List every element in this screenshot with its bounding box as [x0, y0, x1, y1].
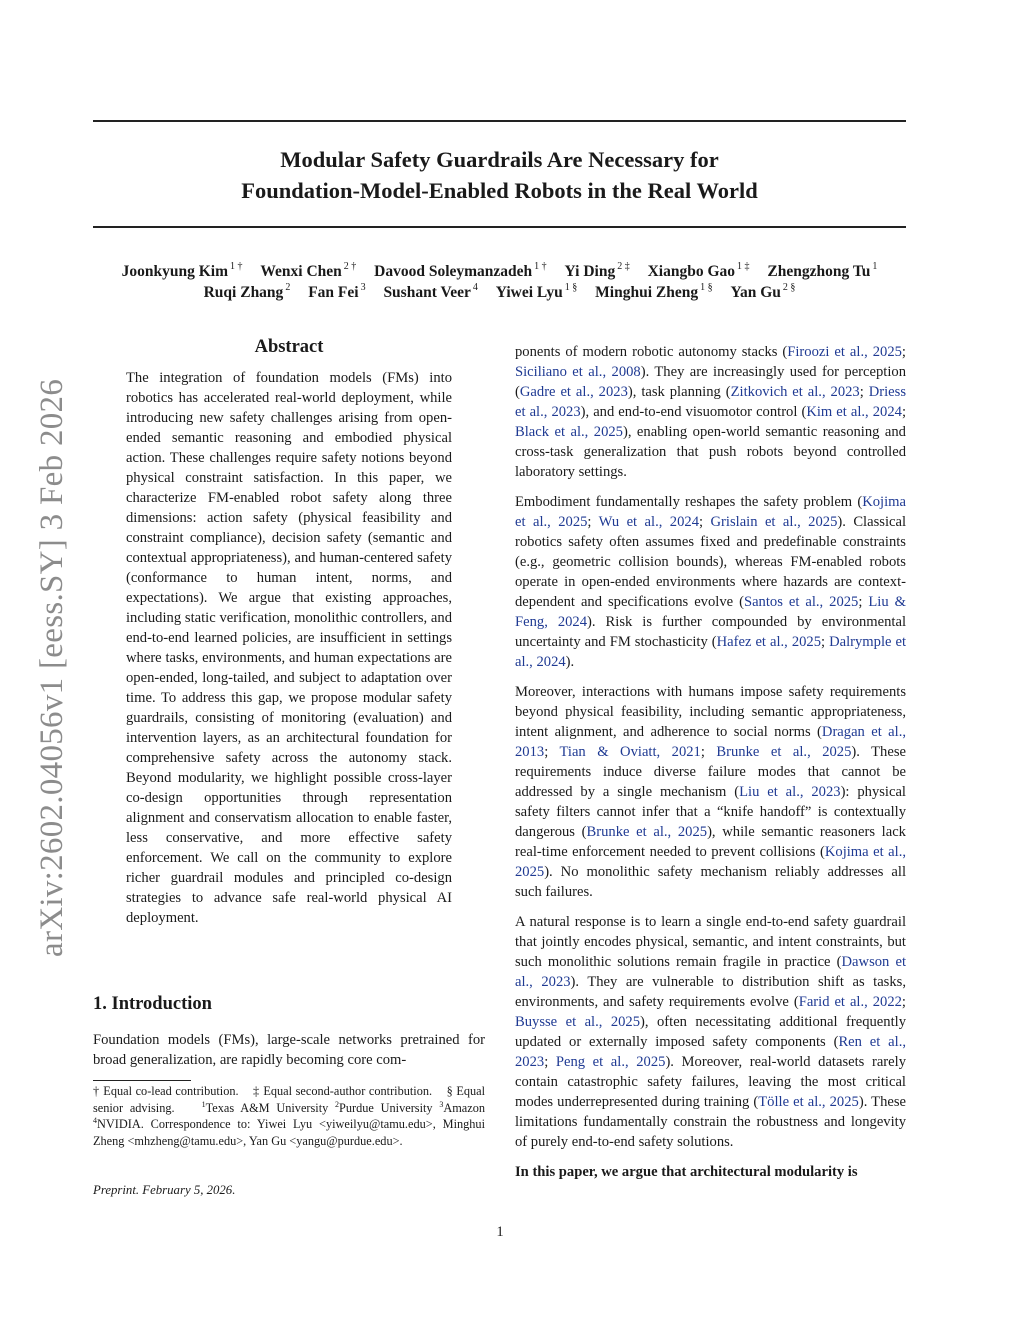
text-run: ponents of modern robotic autonomy stacks ( — [515, 344, 788, 360]
text-run: ; — [859, 384, 869, 400]
citation-link[interactable]: Liu et al., 2023 — [739, 784, 841, 800]
paragraph — [515, 682, 906, 902]
text-run: ), and end-to-end visuomotor control ( — [580, 404, 807, 420]
text-run: ), enabling open-world semantic reasoning and cross-task generalization that push robots beyond controlled laboratory settings. — [515, 424, 906, 480]
preprint-note: Preprint. February 5, 2026. — [93, 1183, 236, 1197]
citation-link[interactable]: Gadre et al., 2023 — [519, 384, 628, 400]
author: Sushant Veer $^4$ — [383, 281, 478, 301]
citation-link[interactable]: Brunke et al., 2025 — [716, 744, 852, 760]
citation-link[interactable]: Liu & Feng, 2024 — [515, 594, 906, 630]
text-run: ; — [821, 634, 830, 650]
bold-lead-in: In this paper, we argue that architectural modularity is — [515, 1164, 858, 1180]
right-column — [515, 342, 906, 1192]
author: Yi Ding $^{2 \ddagger}$ — [564, 260, 630, 280]
text-run: ; — [587, 514, 599, 530]
text-run: ). Risk is further compounded by environmental uncertainty and FM stochasticity ( — [515, 614, 907, 650]
citation-link[interactable]: Firoozi et al., 2025 — [787, 344, 902, 360]
title-top-rule — [93, 120, 906, 122]
text-run: ; — [544, 1054, 556, 1070]
author: Wenxi Chen $^{2 \dagger}$ — [260, 260, 357, 280]
author-list — [93, 261, 906, 303]
citation-link[interactable]: Kojima et al., 2025 — [515, 494, 906, 530]
author: Xiangbo Gao $^{1 \ddagger}$ — [647, 260, 750, 280]
citation-link[interactable]: Farid et al., 2022 — [798, 994, 902, 1010]
text-run: ). No monolithic safety mechanism reliably addresses all such failures. — [515, 864, 906, 900]
author-row-2 — [93, 282, 906, 303]
citation-link[interactable]: Tölle et al., 2025 — [758, 1094, 859, 1110]
paragraph — [515, 1162, 906, 1182]
arxiv-watermark: arXiv:2602.04056v1 [eess.SY] 3 Feb 2026 — [34, 378, 70, 957]
text-run: ; — [858, 594, 869, 610]
citation-link[interactable]: Wu et al., 2024 — [598, 514, 699, 530]
text-run: ; — [700, 744, 717, 760]
abstract-text: The integration of foundation models (FMs) into robotics has accelerated real-world deployment, while introducing new safety challenges arising from open-ended semantic reasoning and embodied physical action. These challenges require safety notions beyond physical constraint satisfaction. In this paper, we characterize FM-enabled robot safety along three dimensions: action safety (physical feasibility and constraint compliance), decision safety (semantic and contextual appropriateness), and human-centered safety (conformance to human intent, norms, and expectations). We argue that existing approaches, including static verification, monolithic controllers, and end-to-end learned policies, are insufficient in settings where tasks, environments, and human expectations are open-ended, long-tailed, and subject to adaptation over time. To address this gap, we propose modular safety guardrails, consisting of monitoring (evaluation) and intervention layers, as an architectural foundation for comprehensive safety across the autonomy stack. Beyond modularity, we highlight possible cross-layer co-design opportunities through representation alignment and conservatism allocation to enable faster, less conservative, and more effective safety enforcement. We call on the community to explore richer guardrail modules and principled co-design strategies to advance safe real-world physical AI deployment. — [126, 370, 452, 926]
author: Ruqi Zhang $^2$ — [203, 281, 291, 301]
citation-link[interactable]: Kim et al., 2024 — [806, 404, 902, 420]
citation-link[interactable]: Hafez et al., 2025 — [716, 634, 822, 650]
paragraph — [515, 492, 906, 672]
author-row-1 — [93, 261, 906, 282]
title-line-2: Foundation-Model-Enabled Robots in the Real World — [241, 178, 758, 203]
author: Minghui Zheng $^{1 \S}$ — [595, 281, 713, 301]
page-number: 1 — [496, 1224, 504, 1240]
footnote: † Equal co-lead contribution. ‡ Equal second-author contribution. § Equal senior advising. $^1$Texas A&M University $^2$Purdue University $^3$Amazon $^4$NVIDIA. Correspondence to: Yiwei Lyu <yiweilyu@tamu.edu>, Minghui Zheng <mhzheng@tamu.edu>, Yan Gu <yangu@purdue.edu>. — [93, 1084, 486, 1148]
author: Zhengzhong Tu $^1$ — [767, 260, 878, 280]
text-run: ). Moreover, real-world datasets rarely contain catastrophic safety failures, leaving the most critical modes underrepresented during training ( — [515, 1054, 906, 1110]
author: Yiwei Lyu $^{1 \S}$ — [495, 281, 578, 301]
author: Joonkyung Kim $^{1 \dagger}$ — [121, 260, 243, 280]
title-line-1: Modular Safety Guardrails Are Necessary for — [280, 147, 719, 172]
citation-link[interactable]: Driess et al., 2023 — [515, 384, 906, 420]
text-run: A natural response is to learn a single end-to-end safety guardrail that jointly encodes physical, semantic, and intent constraints, but such monolithic solutions remain fragile in practice ( — [515, 914, 906, 970]
text-run: ), task planning ( — [627, 384, 731, 400]
author: Yan Gu $^{2 \S}$ — [730, 281, 796, 301]
paragraph — [515, 912, 906, 1152]
citation-link[interactable]: Tian & Oviatt, 2021 — [559, 744, 701, 760]
author: Davood Soleymanzadeh $^{1 \dagger}$ — [374, 260, 547, 280]
text-run: ; — [901, 994, 906, 1010]
text-run: ). They are vulnerable to distribution shift as tasks, environments, and safety requirements evolve ( — [515, 974, 906, 1010]
text-run: ), while semantic reasoners lack real-time enforcement needed to prevent collisions ( — [515, 824, 906, 860]
citation-link[interactable]: Santos et al., 2025 — [743, 594, 859, 610]
text-run: ). These limitations fundamentally constrain the robustness and longevity of purely end-to-end safety solutions. — [515, 1094, 906, 1150]
text-run: ; — [901, 344, 906, 360]
abstract-heading: Abstract — [254, 337, 324, 357]
paragraph — [515, 342, 906, 482]
text-run: Moreover, interactions with humans impose safety requirements beyond physical feasibility, including semantic appropriateness, intent alignment, and adherence to social norms ( — [515, 684, 906, 740]
citation-link[interactable]: Black et al., 2025 — [515, 424, 623, 440]
citation-link[interactable]: Zitkovich et al., 2023 — [730, 384, 860, 400]
text-run: ). Classical robotics safety often assumes fixed and predefinable constraints (e.g., geometric collision bounds), whereas FM-enabled robots operate in open-ended environments where hazards are context-dependent and specifications evolve ( — [515, 514, 907, 610]
citation-link[interactable]: Ren et al., 2023 — [515, 1034, 906, 1070]
introduction-paragraph: Foundation models (FMs), large-scale networks pretrained for broad generalization, are rapidly becoming core com- — [93, 1032, 485, 1068]
text-run: ; — [699, 514, 711, 530]
text-run: ). These requirements induce diverse failure modes that cannot be addressed by a single mechanism ( — [515, 744, 906, 800]
citation-link[interactable]: Dalrymple et al., 2024 — [515, 634, 907, 670]
citation-link[interactable]: Brunke et al., 2025 — [586, 824, 708, 840]
text-run: ; — [544, 744, 560, 760]
introduction-heading: 1. Introduction — [93, 994, 212, 1014]
citation-link[interactable]: Kojima et al., 2025 — [515, 844, 906, 880]
title-bottom-rule — [93, 226, 906, 228]
text-run: ). — [565, 654, 575, 670]
text-run: ), often necessitating additional frequently updated or externally imposed safety components ( — [515, 1014, 906, 1050]
text-run: ): physical safety filters cannot infer that a “knife handoff” is contextually dangerous ( — [515, 784, 906, 840]
citation-link[interactable]: Dawson et al., 2023 — [515, 954, 906, 990]
text-run: Embodiment fundamentally reshapes the safety problem ( — [515, 494, 863, 510]
paper-title — [93, 144, 906, 206]
citation-link[interactable]: Peng et al., 2025 — [555, 1054, 666, 1070]
author: Fan Fei $^3$ — [308, 281, 366, 301]
citation-link[interactable]: Dragan et al., 2013 — [515, 724, 906, 760]
citation-link[interactable]: Siciliano et al., 2008 — [515, 364, 641, 380]
citation-link[interactable]: Grislain et al., 2025 — [710, 514, 838, 530]
citation-link[interactable]: Buysse et al., 2025 — [515, 1014, 641, 1030]
footnote-rule — [93, 1080, 191, 1081]
text-run: ; — [901, 404, 906, 420]
text-run: ). They are increasingly used for perception ( — [515, 364, 906, 400]
